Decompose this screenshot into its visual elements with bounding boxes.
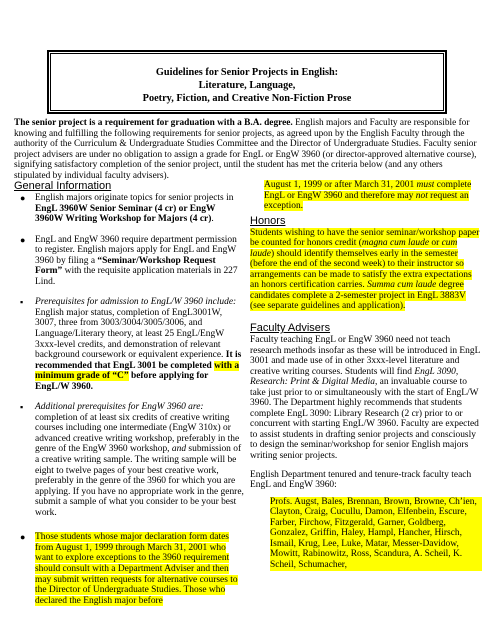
continued-paragraph: August 1, 1999 or after March 31, 2001 must complete EngL or EngW 3960 and therefore may not request an exception. — [264, 180, 472, 212]
faculty-advisers-heading: Faculty Advisers — [250, 322, 331, 335]
intro-lead: The senior project is a requirement for graduation with a B.A. degree. — [14, 118, 293, 128]
honors-paragraph: Students wishing to have the senior seminar/workshop paper be counted for honors credit (magna cum laude or cum laude) should identify themselves early in the semester (before the end of the second week) to their instructor so arrangements can be made to satisfy the extra expectations an honors certification carries. Summa cum laude degree candidates complete a 2-semester project in EngL 3883V (see separate guidelines and application). — [250, 227, 480, 312]
bullet-icon: ● — [20, 532, 26, 543]
list-item: ● EngL and EngW 3960 require department permission to register. English majors apply for EngL and EngW 3960 by filing a “Seminar/Workshop Request Form” with the requisite application materials in 227 Lind. — [20, 234, 238, 287]
list-item — [14, 532, 244, 606]
general-info-list — [14, 193, 244, 606]
document-title — [49, 66, 445, 105]
list-item: ▪ Prerequisites for admission to EngL/W 3960 include: English major status, completion of EngL3001W, 3007, three from 3003/3004/3005/3006, and Language/Literary theory, at least 25 EngL/EngW 3xxx-level credits, and demonstration of relevant background coursework or equivalent experience. It is recommended that EngL 3001 be completed with a minimum grade of “C” before applying for EngL/W 3960. — [20, 297, 242, 392]
title-line-2: Literature, Language, — [198, 80, 296, 91]
left-column — [14, 180, 244, 610]
list-item: ● English majors originate topics for senior projects in EngL 3960W Senior Seminar (4 cr) or EngW 3960W Writing Workshop for Majors (4 cr). — [20, 193, 234, 225]
tenured-faculty-paragraph: English Department tenured and tenure-track faculty teach EngL and EngW 3960: — [250, 469, 472, 491]
intro-body: English majors and Faculty are responsible for knowing and fulfilling the following requirements for senior projects, as agreed upon by the English Faculty through the authority of the Curriculum & Undergraduate Studies Committee and the Director of Undergraduate Studies. Faculty senior project advisers are under no obligation to assign a grade for EngL or EngW 3960 (or director-approved alternative course), signifying satisfactory completion of the senior project, until the student has met the criteria below (and any others stipulated by individual faculty advisers). — [14, 118, 477, 181]
faculty-paragraph: Faculty teaching EngL or EngW 3960 need not teach research methods insofar as these will be introduced in EngL 3001 and made use of in other 3xxx-level literature and creative writing courses. Students will find EngL 3090, Research: Print & Digital Media, an invaluable course to take just prior to or simultaneously with the start of EngL/W 3960. The Department highly recommends that students complete EngL 3090: Library Research (2 cr) prior to or concurrent with starting EngL/W 3960. Faculty are expected to assist students in drafting senior projects and consciously to design the seminar/workshop for senior English majors writing senior projects. — [250, 335, 481, 462]
bullet-icon: ▪ — [20, 402, 24, 413]
title-line-3: Poetry, Fiction, and Creative Non-Fiction Prose — [142, 93, 352, 104]
title-line-1: Guidelines for Senior Projects in English: — [155, 67, 339, 78]
faculty-names-list: Profs. Augst, Bales, Brennan, Brown, Browne, Ch’ien, Clayton, Craig, Cucullu, Damon, Elfenbein, Escure, Farber, Firchow, Fitzgerald, Garner, Goldberg, Gonzalez, Griffin, Haley, Hampl, Hancher, Hirsch, Ismail, Krug, Lee, Luke, Matar, Messer-Davidow, Mowitt, Rabinowitz, Ross, Scandura, A. Scheil, K. Scheil, Schumacher, — [270, 497, 482, 571]
title-box — [47, 50, 447, 114]
highlighted-text: Those students whose major declaration form dates from August 1, 1999 through March 31, 2001 who want to explore exceptions to the 3960 requirement should consult with a Department Adviser and then may submit written requests for alternative courses to the Director of Undergraduate Studies. Those who declared the English major before — [35, 532, 238, 606]
general-info-heading: General Information — [14, 180, 112, 192]
bullet-icon: ▪ — [20, 297, 24, 308]
honors-heading: Honors — [250, 214, 286, 227]
intro-paragraph — [14, 118, 481, 182]
highlighted-text: with a minimum grade of “C” — [35, 360, 240, 382]
bullet-icon: ● — [20, 193, 26, 203]
right-column — [250, 180, 482, 571]
bullet-icon: ● — [20, 234, 26, 245]
list-item: ▪ Additional prerequisites for EngW 3960 are: completion of at least six credits of creative writing courses including one intermediate (EngW 310x) or advanced creative writing workshop, preferably in the genre of the EngW 3960 workshop, and submission of a creative writing sample. The writing sample will be eight to twelve pages of your best creative work, preferably in the genre of the 3960 for which you are applying. If you have no appropriate work in the genre, submit a sample of what you consider to be your best work. — [20, 402, 244, 518]
